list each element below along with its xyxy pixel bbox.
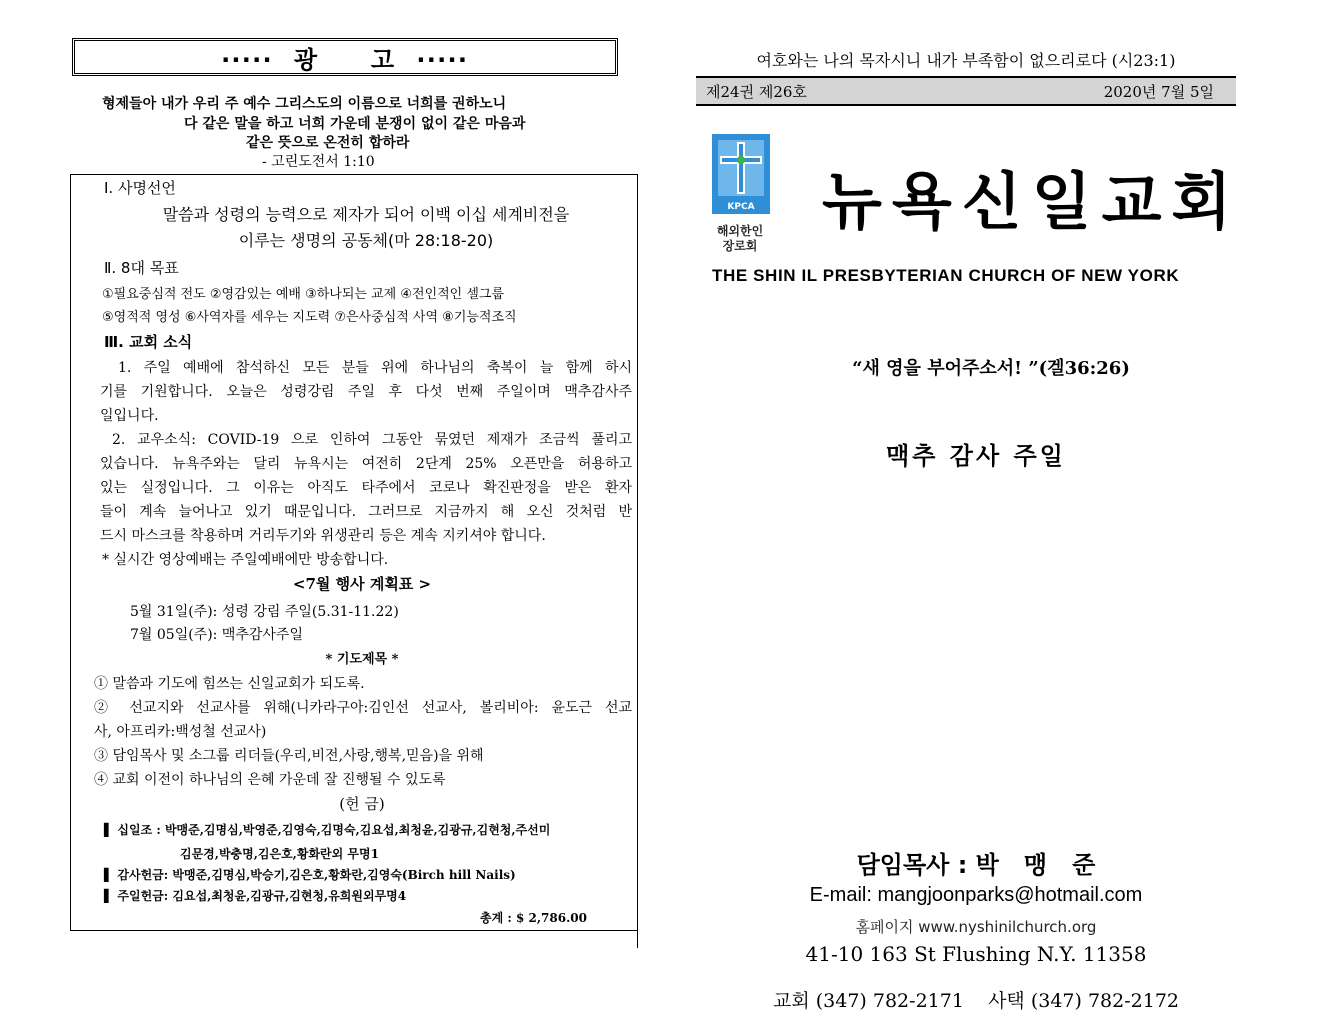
frame-line	[70, 174, 71, 930]
denomination-line: 장로회	[722, 239, 758, 253]
goals-line: ⑤영적적 영성 ⑥사역자를 세우는 지도력 ⑦은사중심적 사역 ⑧기능적조직	[102, 310, 517, 325]
bulletin-date: 2020년 7월 5일	[1103, 82, 1214, 101]
mission-line: 말씀과 성령의 능력으로 제자가 되어 이백 이십 세계비전을	[162, 205, 570, 224]
volume-bar	[696, 76, 1236, 106]
mission-heading: Ⅰ. 사명선언	[104, 179, 176, 197]
news-line: 일입니다.	[100, 408, 159, 424]
verse-line: 같은 뜻으로 온전히 합하라	[246, 135, 410, 151]
pastor-name: 담임목사 : 박 맹 준	[856, 851, 1096, 879]
volume-number: 제24권 제26호	[706, 82, 807, 101]
offering-line: 김문경,박충명,김은호,황화란외 무명1	[180, 847, 379, 861]
phone-numbers: 교회 (347) 782-2171 사택 (347) 782-2172	[773, 990, 1179, 1012]
homepage: 홈페이지 www.nyshinilchurch.org	[855, 918, 1097, 936]
news-line: 들이 계속 늘어나고 있기 때문입니다. 그러므로 지금까지 해 오신 것처럼 반	[100, 504, 632, 520]
church-name: 뉴욕신일교회	[822, 165, 1242, 238]
verse-reference: - 고린도전서 1:10	[262, 154, 375, 170]
goals-line: ①필요중심적 전도 ②영감있는 예배 ③하나되는 교제 ④전인적인 셀그룹	[102, 287, 505, 302]
ad-title: ‧‧‧‧‧ 광 고 ‧‧‧‧‧	[221, 45, 469, 74]
offering-line: ▌ 주일헌금: 김요섭,최청윤,김광규,김현청,유희원외무명4	[104, 889, 407, 903]
frame-line	[637, 174, 638, 948]
logo-label: KPCA	[727, 202, 755, 212]
mission-line: 이루는 생명의 공동체(마 28:18-20)	[238, 231, 494, 250]
news-line: 2. 교우소식: COVID-19 으로 인하여 그동안 묶였던 제재가 조금씩 풀리고	[112, 432, 632, 448]
event-item: 5월 31일(주): 성령 강림 주일(5.31-11.22)	[130, 604, 399, 620]
contact-email: E-mail: mangjoonparks@hotmail.com	[809, 884, 1143, 906]
bulletin-motto: 여호와는 나의 목자시니 내가 부족함이 없으리로다 (시23:1)	[756, 51, 1176, 70]
news-line: 있는 실정입니다. 그 이유는 아직도 타주에서 코로나 확진판정을 받은 환자	[100, 480, 632, 496]
church-address: 41-10 163 St Flushing N.Y. 11358	[805, 942, 1147, 966]
cross-icon	[712, 134, 770, 214]
news-line: 1. 주일 예배에 참석하신 모든 분들 위에 하나님의 축복이 늘 함께 하시	[118, 360, 632, 376]
prayer-line: ② 선교지와 선교사를 위해(니카라구아:김인선 선교사, 볼리비아: 윤도근 선교	[94, 700, 632, 716]
news-line: 드시 마스크를 착용하며 거리두기와 위생관리 등은 계속 지키셔야 합니다.	[100, 528, 546, 544]
news-line: * 실시간 영상예배는 주일예배에만 방송합니다.	[102, 552, 389, 568]
event-item: 7월 05일(주): 맥추감사주일	[130, 627, 303, 643]
offering-line: ▌ 감사헌금: 박맹준,김명심,박승기,김은호,황화란,김영숙(Birch hill Nails)	[104, 868, 516, 882]
prayer-line: ① 말씀과 기도에 힘쓰는 신일교회가 되도록.	[94, 676, 365, 692]
prayer-line: ③ 담임목사 및 소그룹 리더들(우리,비전,사랑,행복,믿음)을 위해	[94, 748, 484, 764]
events-heading: <7월 행사 계획표 >	[292, 575, 432, 593]
verse-line: 다 같은 말을 하고 너희 가운데 분쟁이 없이 같은 마음과	[184, 116, 526, 132]
prayer-heading: * 기도제목 *	[325, 652, 399, 667]
goals-heading: Ⅱ. 8대 목표	[104, 259, 179, 277]
frame-line	[70, 930, 638, 931]
offering-heading: (헌 금)	[339, 795, 385, 813]
denomination	[700, 224, 780, 254]
offering-line: ▌ 십일조 : 박맹준,김명심,박영준,김영숙,김명숙,김요섭,최청윤,김광규,김현청,주선미	[104, 823, 551, 837]
verse-line: 형제들아 내가 우리 주 예수 그리스도의 이름으로 너희를 권하노니	[102, 96, 507, 112]
sermon-theme: “새 영을 부어주소서! ”(겔36:26)	[852, 358, 1130, 379]
news-line: 있습니다. 뉴욕주와는 달리 뉴욕시는 여전히 2단계 25% 오픈만을 허용하고	[100, 456, 632, 472]
kpca-logo	[712, 134, 770, 214]
offering-total: 총계 : $ 2,786.00	[480, 911, 587, 925]
church-name-english: THE SHIN IL PRESBYTERIAN CHURCH OF NEW YORK	[712, 266, 1180, 285]
denomination-line: 해외한인	[716, 224, 764, 238]
news-heading: Ⅲ. 교회 소식	[104, 333, 193, 351]
sunday-title: 맥추 감사 주일	[886, 441, 1066, 470]
frame-line	[70, 174, 638, 175]
prayer-line: 사, 아프리카:백성철 선교사)	[94, 724, 267, 740]
ad-title-box	[72, 38, 618, 76]
prayer-line: ④ 교회 이전이 하나님의 은혜 가운데 잘 진행될 수 있도록	[94, 772, 446, 788]
news-line: 기를 기원합니다. 오늘은 성령강림 주일 후 다섯 번째 주일이며 맥추감사주	[100, 384, 632, 400]
